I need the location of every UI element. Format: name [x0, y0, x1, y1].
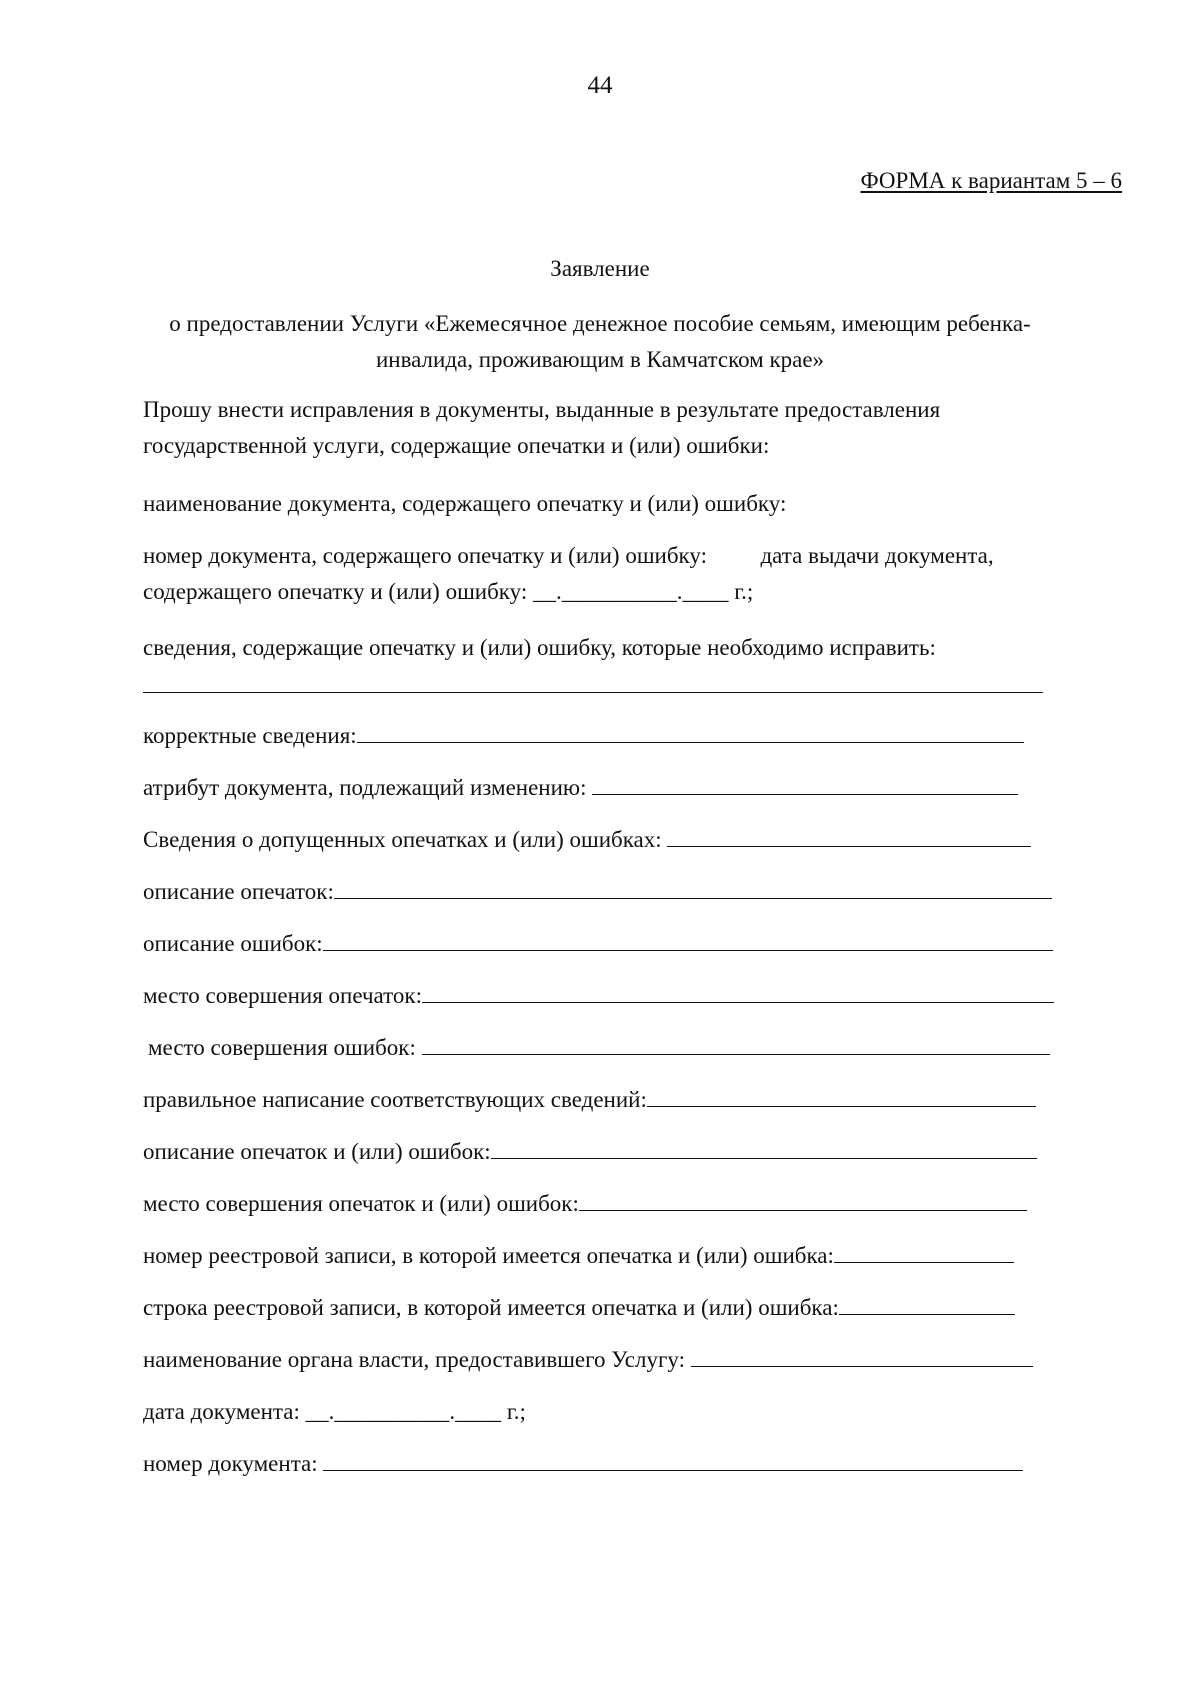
form-reference: ФОРМА к вариантам 5 – 6 — [860, 168, 1122, 193]
field-authority-name-label: наименование органа власти, предоставившего Услугу: — [143, 1347, 685, 1372]
field-document-number-label: номер документа: — [143, 1451, 318, 1476]
field-doc-number — [143, 538, 994, 610]
field-typos-errors-description — [143, 1134, 1037, 1170]
document-subtitle — [100, 306, 1100, 378]
field-correct-info-label: корректные сведения: — [143, 723, 357, 748]
field-doc-name — [143, 486, 786, 522]
typos-description-input[interactable] — [334, 874, 1052, 899]
attribute-input[interactable] — [592, 770, 1018, 795]
correct-spelling-input[interactable] — [647, 1082, 1036, 1107]
field-registry-number — [143, 1238, 1014, 1274]
field-registry-line — [143, 1290, 1015, 1326]
field-doc-issue-date-label-cont: содержащего опечатку и (или) ошибку: — [143, 579, 528, 604]
field-document-date-label: дата документа: — [143, 1399, 300, 1424]
field-document-number — [143, 1446, 1023, 1482]
field-typos-description-label: описание опечаток: — [143, 879, 334, 904]
field-typos-errors-description-label: описание опечаток и (или) ошибок: — [143, 1139, 491, 1164]
field-typos-description — [143, 874, 1052, 910]
registry-line-input[interactable] — [839, 1290, 1015, 1315]
field-doc-name-label: наименование документа, содержащего опечатку и (или) ошибку: — [143, 491, 787, 516]
info-to-fix-input[interactable] — [143, 692, 1043, 693]
field-errors-info-label: Сведения о допущенных опечатках и (или) ошибках: — [143, 827, 662, 852]
field-document-date — [143, 1394, 526, 1430]
field-attribute-label: атрибут документа, подлежащий изменению: — [143, 775, 587, 800]
correct-info-input[interactable] — [357, 718, 1024, 743]
doc-issue-date-input[interactable]: __.__________.____ г.; — [533, 579, 754, 604]
errors-description-input[interactable] — [323, 926, 1053, 951]
field-errors-description-label: описание ошибок: — [143, 931, 323, 956]
field-errors-info — [143, 822, 1031, 858]
request-line-2: государственной услуги, содержащие опечатки и (или) ошибки: — [143, 433, 770, 458]
document-date-input[interactable]: __.__________.____ г.; — [305, 1399, 526, 1424]
field-typos-place — [143, 978, 1054, 1014]
field-attribute — [143, 770, 1018, 806]
document-number-input[interactable] — [323, 1446, 1023, 1471]
errors-place-input[interactable] — [422, 1030, 1050, 1055]
typos-errors-description-input[interactable] — [491, 1134, 1037, 1159]
field-authority-name — [143, 1342, 1033, 1378]
typos-place-input[interactable] — [422, 978, 1054, 1003]
subtitle-line-1: о предоставлении Услуги «Ежемесячное денежное пособие семьям, имеющим ребенка- — [169, 311, 1031, 336]
field-correct-spelling — [143, 1082, 1036, 1118]
document-title: Заявление — [550, 256, 650, 281]
field-typos-errors-place-label: место совершения опечаток и (или) ошибок: — [143, 1191, 579, 1216]
field-typos-errors-place — [143, 1186, 1027, 1222]
field-correct-spelling-label: правильное написание соответствующих сведений: — [143, 1087, 647, 1112]
field-registry-line-label: строка реестровой записи, в которой имеется опечатка и (или) ошибка: — [143, 1295, 839, 1320]
field-info-to-fix — [143, 630, 936, 666]
field-errors-description — [143, 926, 1053, 962]
errors-info-input[interactable] — [667, 822, 1031, 847]
typos-errors-place-input[interactable] — [579, 1186, 1027, 1211]
page-number: 44 — [587, 72, 613, 99]
field-info-to-fix-label: сведения, содержащие опечатку и (или) ошибку, которые необходимо исправить: — [143, 635, 936, 660]
field-registry-number-label: номер реестровой записи, в которой имеется опечатка и (или) ошибка: — [143, 1243, 834, 1268]
registry-number-input[interactable] — [834, 1238, 1014, 1263]
field-errors-place-label: место совершения ошибок: — [148, 1035, 416, 1060]
authority-name-input[interactable] — [691, 1342, 1033, 1367]
subtitle-line-2: инвалида, проживающим в Камчатском крае» — [375, 347, 825, 372]
field-typos-place-label: место совершения опечаток: — [143, 983, 422, 1008]
request-paragraph — [143, 392, 940, 464]
field-correct-info — [143, 718, 1024, 754]
request-line-1: Прошу внести исправления в документы, выданные в результате предоставления — [143, 397, 941, 422]
field-doc-number-label: номер документа, содержащего опечатку и (или) ошибку: — [143, 543, 707, 568]
field-doc-issue-date-label: дата выдачи документа, — [760, 543, 994, 568]
field-errors-place — [148, 1030, 1050, 1066]
